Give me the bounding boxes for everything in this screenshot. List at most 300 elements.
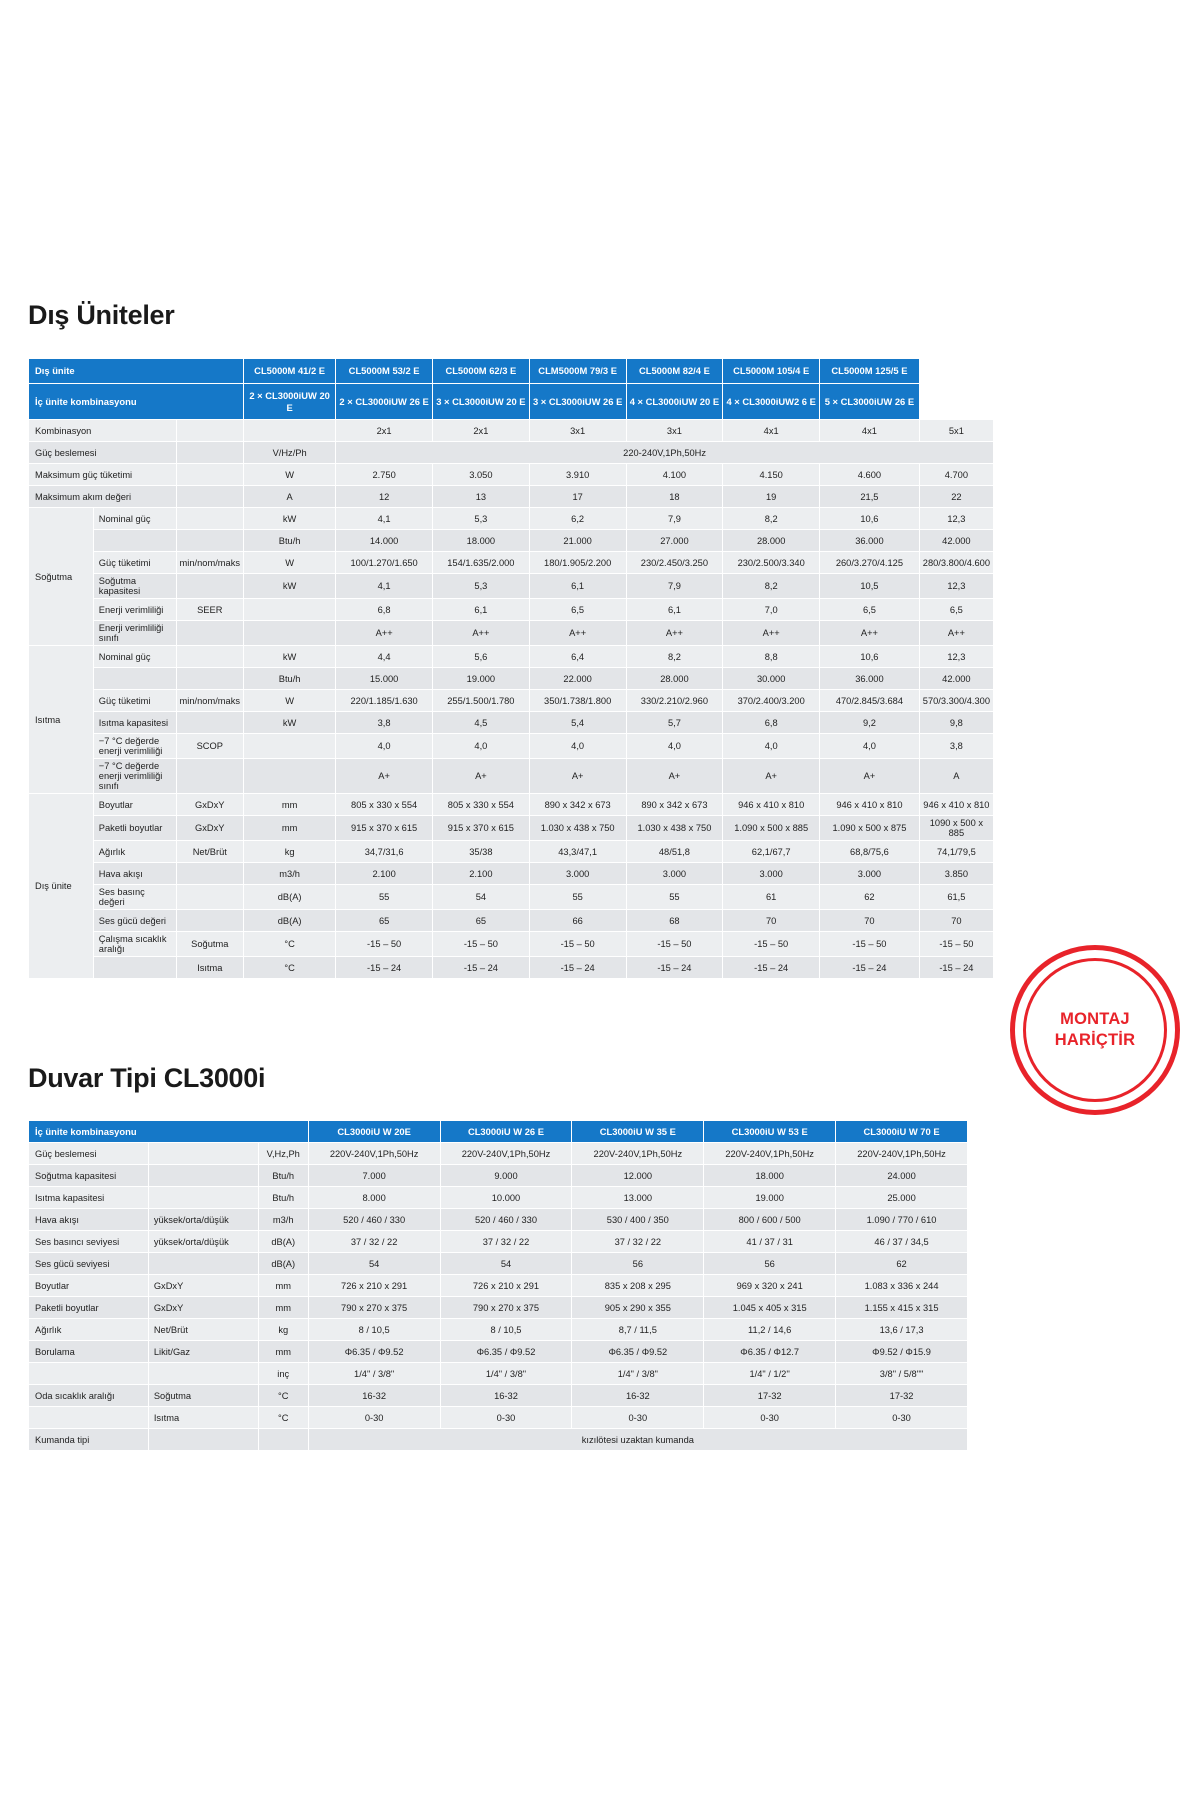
row-sub-label: Soğutma: [176, 932, 243, 957]
row-label: Enerji verimliliği sınıfı: [93, 621, 176, 646]
outdoor-model-2: CL5000M 62/3 E: [433, 359, 530, 384]
row-unit: dB(A): [258, 1253, 308, 1275]
outdoor-units-table: [28, 358, 994, 979]
row-label: [93, 668, 176, 690]
row-unit: m3/h: [258, 1209, 308, 1231]
row-value-2: 13.000: [572, 1187, 704, 1209]
indoor-model-2: CL3000iU W 35 E: [572, 1121, 704, 1143]
row-unit: dB(A): [244, 910, 336, 932]
stamp-inner-ring: [1023, 958, 1167, 1102]
row-value-1: 54: [440, 1253, 572, 1275]
row-value-2: 5,4: [529, 712, 626, 734]
row-value-4: 946 x 410 x 810: [723, 794, 820, 816]
row-label: Çalışma sıcaklık aralığı: [93, 932, 176, 957]
row-value-2: 220V-240V,1Ph,50Hz: [572, 1143, 704, 1165]
row-value-0: 4,4: [336, 646, 433, 668]
row-group-label: Soğutma: [29, 508, 94, 646]
row-sub-label: [176, 885, 243, 910]
row-value-2: 4,0: [529, 734, 626, 759]
row-value-0: 220/1.185/1.630: [336, 690, 433, 712]
table-row: [29, 1363, 968, 1385]
row-value-3: 27.000: [626, 530, 723, 552]
row-value-2: 905 x 290 x 355: [572, 1297, 704, 1319]
table-row: [29, 530, 994, 552]
row-value-2: 43,3/47,1: [529, 841, 626, 863]
row-value-3: Φ6.35 / Φ12.7: [704, 1341, 836, 1363]
row-sub-label: [148, 1363, 258, 1385]
page-title-outdoor: Dış Üniteler: [28, 300, 175, 330]
row-value-0: 726 x 210 x 291: [308, 1275, 440, 1297]
row-value-2: 6,5: [529, 599, 626, 621]
row-sub-label: [148, 1429, 258, 1451]
row-value-3: 48/51,8: [626, 841, 723, 863]
row-value-1: 8 / 10,5: [440, 1319, 572, 1341]
row-label: Boyutlar: [29, 1275, 149, 1297]
row-value-4: 0-30: [836, 1407, 968, 1429]
table-row: [29, 885, 994, 910]
row-value-2: 22.000: [529, 668, 626, 690]
row-value-0: 4,0: [336, 734, 433, 759]
row-value-4: 8,2: [723, 574, 820, 599]
table-row: [29, 910, 994, 932]
table-row: [29, 863, 994, 885]
row-sub-label: [176, 668, 243, 690]
table-row: [29, 1275, 968, 1297]
indoor-units-table: [28, 1120, 968, 1451]
row-value-2: 3.910: [529, 464, 626, 486]
row-label: −7 °C değerde enerji verimliliği sınıfı: [93, 759, 176, 794]
row-unit: V/Hz/Ph: [244, 442, 336, 464]
outdoor-combination-3: 3 × CL3000iUW 26 E: [529, 383, 626, 420]
row-unit: kW: [244, 508, 336, 530]
row-sub-label: [176, 486, 243, 508]
table-row: [29, 552, 994, 574]
row-value-5: 62: [820, 885, 920, 910]
row-value-4: 3/8" / 5/8"": [836, 1363, 968, 1385]
row-label: Ses gücü değeri: [93, 910, 176, 932]
table-row: [29, 712, 994, 734]
row-value-6: 4.700: [919, 464, 993, 486]
row-sub-label: [176, 621, 243, 646]
table-row: [29, 1297, 968, 1319]
row-unit: °C: [244, 932, 336, 957]
row-sub-label: [176, 442, 243, 464]
table-row: [29, 841, 994, 863]
row-value-4: 1.090 / 770 / 610: [836, 1209, 968, 1231]
row-unit: A: [244, 486, 336, 508]
table-row: [29, 794, 994, 816]
row-value-0: A+: [336, 759, 433, 794]
row-unit: °C: [258, 1385, 308, 1407]
row-value-3: 8,2: [626, 646, 723, 668]
row-unit: [244, 599, 336, 621]
row-value-2: 56: [572, 1253, 704, 1275]
row-label: [93, 530, 176, 552]
row-value-0: 4,1: [336, 574, 433, 599]
row-value-0: 4,1: [336, 508, 433, 530]
row-value-4: 7,0: [723, 599, 820, 621]
row-value-1: 16-32: [440, 1385, 572, 1407]
row-value-6: 1090 x 500 x 885: [919, 816, 993, 841]
row-value-5: A+: [820, 759, 920, 794]
row-value-2: A++: [529, 621, 626, 646]
row-sub-label: GxDxY: [148, 1297, 258, 1319]
row-value-5: 4x1: [820, 420, 920, 442]
row-value-6: 22: [919, 486, 993, 508]
table-row: [29, 1407, 968, 1429]
row-value-3: 68: [626, 910, 723, 932]
row-label: Soğutma kapasitesi: [29, 1165, 149, 1187]
row-value-5: 9,2: [820, 712, 920, 734]
row-sub-label: min/nom/maks: [176, 690, 243, 712]
row-value-4: 13,6 / 17,3: [836, 1319, 968, 1341]
row-sub-label: GxDxY: [176, 794, 243, 816]
table-row: [29, 574, 994, 599]
row-sub-label: GxDxY: [148, 1275, 258, 1297]
row-value-3: 11,2 / 14,6: [704, 1319, 836, 1341]
row-value-5: 70: [820, 910, 920, 932]
row-value-2: 8,7 / 11,5: [572, 1319, 704, 1341]
row-value-3: 17-32: [704, 1385, 836, 1407]
table-row: [29, 1319, 968, 1341]
row-value-3: 3.000: [626, 863, 723, 885]
row-value-1: -15 – 24: [433, 957, 530, 979]
row-value-3: 18: [626, 486, 723, 508]
row-value-1: 1/4" / 3/8": [440, 1363, 572, 1385]
row-value-2: 1/4" / 3/8": [572, 1363, 704, 1385]
row-value-4: 25.000: [836, 1187, 968, 1209]
row-value-1: 915 x 370 x 615: [433, 816, 530, 841]
row-value-1: 520 / 460 / 330: [440, 1209, 572, 1231]
row-value-1: 4,0: [433, 734, 530, 759]
row-value-1: 0-30: [440, 1407, 572, 1429]
row-unit: mm: [258, 1341, 308, 1363]
row-value-1: 790 x 270 x 375: [440, 1297, 572, 1319]
row-value-1: A+: [433, 759, 530, 794]
row-sub-label: SCOP: [176, 734, 243, 759]
row-sub-label: [176, 759, 243, 794]
row-value-4: A++: [723, 621, 820, 646]
row-value-4: 30.000: [723, 668, 820, 690]
row-value-0: 2.750: [336, 464, 433, 486]
stamp-line-1: MONTAJ: [1060, 1010, 1130, 1029]
indoor-model-3: CL3000iU W 53 E: [704, 1121, 836, 1143]
table-row: [29, 690, 994, 712]
row-unit: kg: [258, 1319, 308, 1341]
row-value-4: 70: [723, 910, 820, 932]
row-value-1: 19.000: [433, 668, 530, 690]
row-sub-label: min/nom/maks: [176, 552, 243, 574]
row-value-0: 34,7/31,6: [336, 841, 433, 863]
row-label: Maksimum akım değeri: [29, 486, 177, 508]
row-value-1: 2x1: [433, 420, 530, 442]
row-value-4: A+: [723, 759, 820, 794]
indoor-model-0: CL3000iU W 20E: [308, 1121, 440, 1143]
row-value-4: -15 – 24: [723, 957, 820, 979]
row-sub-label: GxDxY: [176, 816, 243, 841]
row-value-4: 3.000: [723, 863, 820, 885]
row-value-5: 10,5: [820, 574, 920, 599]
row-label: Nominal güç: [93, 508, 176, 530]
indoor-model-1: CL3000iU W 26 E: [440, 1121, 572, 1143]
table-row: [29, 486, 994, 508]
outdoor-combination-5: 4 × CL3000iUW2 6 E: [723, 383, 820, 420]
row-value-1: 2.100: [433, 863, 530, 885]
table-row: [29, 1143, 968, 1165]
row-value-5: 946 x 410 x 810: [820, 794, 920, 816]
row-unit: dB(A): [258, 1231, 308, 1253]
row-value-0: 0-30: [308, 1407, 440, 1429]
row-value-2: 3.000: [529, 863, 626, 885]
indoor-header-label: İç ünite kombinasyonu: [29, 1121, 309, 1143]
row-value-3: 4,0: [626, 734, 723, 759]
row-label: Oda sıcaklık aralığı: [29, 1385, 149, 1407]
row-label: Kumanda tipi: [29, 1429, 149, 1451]
row-value-1: 220V-240V,1Ph,50Hz: [440, 1143, 572, 1165]
row-value-3: A+: [626, 759, 723, 794]
row-value-6: 12,3: [919, 646, 993, 668]
row-sub-label: [176, 712, 243, 734]
table-row: [29, 759, 994, 794]
row-value-1: 3.050: [433, 464, 530, 486]
row-value-1: A++: [433, 621, 530, 646]
row-value-1: 5,3: [433, 508, 530, 530]
table-row: [29, 957, 994, 979]
row-value-2: 180/1.905/2.200: [529, 552, 626, 574]
row-value-0: 8.000: [308, 1187, 440, 1209]
row-unit: Btu/h: [244, 530, 336, 552]
row-value-0: 3,8: [336, 712, 433, 734]
row-value-0: 2x1: [336, 420, 433, 442]
row-value-1: 35/38: [433, 841, 530, 863]
row-value-0: 54: [308, 1253, 440, 1275]
table-row: [29, 420, 994, 442]
row-value-4: 6,8: [723, 712, 820, 734]
row-value-3: 220V-240V,1Ph,50Hz: [704, 1143, 836, 1165]
row-label: Güç beslemesi: [29, 442, 177, 464]
row-value-6: 74,1/79,5: [919, 841, 993, 863]
table-row: [29, 621, 994, 646]
indoor-model-4: CL3000iU W 70 E: [836, 1121, 968, 1143]
row-value-6: 946 x 410 x 810: [919, 794, 993, 816]
row-sub-label: [176, 464, 243, 486]
row-label: [29, 1407, 149, 1429]
row-value-0: 16-32: [308, 1385, 440, 1407]
row-sub-label: Likit/Gaz: [148, 1341, 258, 1363]
row-label: Hava akışı: [29, 1209, 149, 1231]
row-value-6: A++: [919, 621, 993, 646]
row-label: Güç beslemesi: [29, 1143, 149, 1165]
row-value-4: 8,8: [723, 646, 820, 668]
row-value-2: 66: [529, 910, 626, 932]
table-row: [29, 1429, 968, 1451]
row-value-1: 18.000: [433, 530, 530, 552]
row-value-3: A++: [626, 621, 723, 646]
row-value-3: 5,7: [626, 712, 723, 734]
outdoor-model-0: CL5000M 41/2 E: [244, 359, 336, 384]
row-unit: W: [244, 552, 336, 574]
row-value-6: 9,8: [919, 712, 993, 734]
row-value-0: 915 x 370 x 615: [336, 816, 433, 841]
row-unit: kg: [244, 841, 336, 863]
row-sub-label: [176, 530, 243, 552]
row-value-4: 24.000: [836, 1165, 968, 1187]
row-value-2: Φ6.35 / Φ9.52: [572, 1341, 704, 1363]
row-value-1: 65: [433, 910, 530, 932]
row-value-2: 6,4: [529, 646, 626, 668]
table-header-row: [29, 1121, 968, 1143]
row-unit: Btu/h: [244, 668, 336, 690]
row-span-value: kızılötesi uzaktan kumanda: [308, 1429, 967, 1451]
row-value-6: 12,3: [919, 574, 993, 599]
row-value-6: 570/3.300/4.300: [919, 690, 993, 712]
row-value-0: -15 – 24: [336, 957, 433, 979]
row-label: Ses basıncı seviyesi: [29, 1231, 149, 1253]
row-unit: °C: [244, 957, 336, 979]
row-value-1: 5,3: [433, 574, 530, 599]
row-value-2: 0-30: [572, 1407, 704, 1429]
row-value-4: 4.150: [723, 464, 820, 486]
row-value-2: 16-32: [572, 1385, 704, 1407]
row-value-1: 4,5: [433, 712, 530, 734]
row-value-6: 12,3: [919, 508, 993, 530]
row-value-4: -15 – 50: [723, 932, 820, 957]
row-value-0: 8 / 10,5: [308, 1319, 440, 1341]
row-value-0: -15 – 50: [336, 932, 433, 957]
row-unit: mm: [244, 816, 336, 841]
row-value-3: 1/4" / 1/2'': [704, 1363, 836, 1385]
row-value-5: 21,5: [820, 486, 920, 508]
row-value-1: Φ6.35 / Φ9.52: [440, 1341, 572, 1363]
row-label: Boyutlar: [93, 794, 176, 816]
row-label: Isıtma kapasitesi: [93, 712, 176, 734]
row-value-2: 1.030 x 438 x 750: [529, 816, 626, 841]
row-value-2: 55: [529, 885, 626, 910]
outdoor-combination-1: 2 × CL3000iUW 26 E: [336, 383, 433, 420]
row-value-1: 37 / 32 / 22: [440, 1231, 572, 1253]
table-row: [29, 1253, 968, 1275]
row-unit: V,Hz,Ph: [258, 1143, 308, 1165]
row-value-3: 969 x 320 x 241: [704, 1275, 836, 1297]
row-value-4: 4,0: [723, 734, 820, 759]
row-unit: W: [244, 464, 336, 486]
row-value-0: 65: [336, 910, 433, 932]
row-value-5: 1.090 x 500 x 875: [820, 816, 920, 841]
row-sub-label: [176, 420, 243, 442]
row-value-4: 28.000: [723, 530, 820, 552]
row-label: −7 °C değerde enerji verimliliği: [93, 734, 176, 759]
row-value-1: 255/1.500/1.780: [433, 690, 530, 712]
row-sub-label: Net/Brüt: [148, 1319, 258, 1341]
row-value-3: 890 x 342 x 673: [626, 794, 723, 816]
row-sub-label: [148, 1165, 258, 1187]
outdoor-combination-2: 3 × CL3000iUW 20 E: [433, 383, 530, 420]
row-value-5: -15 – 24: [820, 957, 920, 979]
row-value-0: 37 / 32 / 22: [308, 1231, 440, 1253]
row-value-4: 62,1/67,7: [723, 841, 820, 863]
row-sub-label: [176, 910, 243, 932]
row-value-6: 5x1: [919, 420, 993, 442]
row-value-0: 1/4" / 3/8": [308, 1363, 440, 1385]
table-row: [29, 816, 994, 841]
row-value-3: 56: [704, 1253, 836, 1275]
row-value-0: 15.000: [336, 668, 433, 690]
row-value-5: A++: [820, 621, 920, 646]
row-value-3: 7,9: [626, 508, 723, 530]
outdoor-combination-6: 5 × CL3000iUW 26 E: [820, 383, 920, 420]
row-value-3: 6,1: [626, 599, 723, 621]
row-unit: inç: [258, 1363, 308, 1385]
row-value-0: 6,8: [336, 599, 433, 621]
montaj-haric-stamp: [1010, 945, 1180, 1115]
table-row: [29, 1187, 968, 1209]
row-sub-label: Net/Brüt: [176, 841, 243, 863]
row-label: Hava akışı: [93, 863, 176, 885]
row-label: Güç tüketimi: [93, 690, 176, 712]
outdoor-combination-4: 4 × CL3000iUW 20 E: [626, 383, 723, 420]
outdoor-model-5: CL5000M 105/4 E: [723, 359, 820, 384]
row-value-2: 17: [529, 486, 626, 508]
row-value-0: 55: [336, 885, 433, 910]
row-value-0: A++: [336, 621, 433, 646]
row-sub-label: yüksek/orta/düşük: [148, 1231, 258, 1253]
row-value-1: -15 – 50: [433, 932, 530, 957]
row-value-4: 17-32: [836, 1385, 968, 1407]
row-label: Isıtma kapasitesi: [29, 1187, 149, 1209]
row-value-4: 62: [836, 1253, 968, 1275]
row-unit: m3/h: [244, 863, 336, 885]
row-value-3: 1.045 x 405 x 315: [704, 1297, 836, 1319]
row-value-6: 3.850: [919, 863, 993, 885]
row-value-3: 800 / 600 / 500: [704, 1209, 836, 1231]
row-sub-label: [176, 863, 243, 885]
row-value-3: 3x1: [626, 420, 723, 442]
row-value-4: 370/2.400/3.200: [723, 690, 820, 712]
row-value-3: 18.000: [704, 1165, 836, 1187]
row-value-3: 0-30: [704, 1407, 836, 1429]
row-value-4: 230/2.500/3.340: [723, 552, 820, 574]
row-value-5: 4.600: [820, 464, 920, 486]
table-row: [29, 1231, 968, 1253]
row-value-6: 42.000: [919, 530, 993, 552]
row-unit: dB(A): [244, 885, 336, 910]
table-header-row: [29, 359, 994, 384]
row-value-0: 805 x 330 x 554: [336, 794, 433, 816]
row-value-3: 19.000: [704, 1187, 836, 1209]
row-value-3: 55: [626, 885, 723, 910]
table-row: [29, 932, 994, 957]
table-row: [29, 442, 994, 464]
row-value-0: 7.000: [308, 1165, 440, 1187]
row-value-3: 330/2.210/2.960: [626, 690, 723, 712]
row-value-1: 9.000: [440, 1165, 572, 1187]
table-row: [29, 1341, 968, 1363]
row-value-0: 520 / 460 / 330: [308, 1209, 440, 1231]
row-value-4: 4x1: [723, 420, 820, 442]
page-title-indoor: Duvar Tipi CL3000i: [28, 1063, 266, 1093]
row-label: Paketli boyutlar: [29, 1297, 149, 1319]
row-value-1: 13: [433, 486, 530, 508]
row-value-6: 280/3.800/4.600: [919, 552, 993, 574]
row-value-6: -15 – 24: [919, 957, 993, 979]
row-label: Ses gücü seviyesi: [29, 1253, 149, 1275]
row-label: Kombinasyon: [29, 420, 177, 442]
row-value-1: 726 x 210 x 291: [440, 1275, 572, 1297]
row-value-5: 470/2.845/3.684: [820, 690, 920, 712]
row-sub-label: yüksek/orta/düşük: [148, 1209, 258, 1231]
row-value-1: 10.000: [440, 1187, 572, 1209]
row-sub-label: [176, 646, 243, 668]
